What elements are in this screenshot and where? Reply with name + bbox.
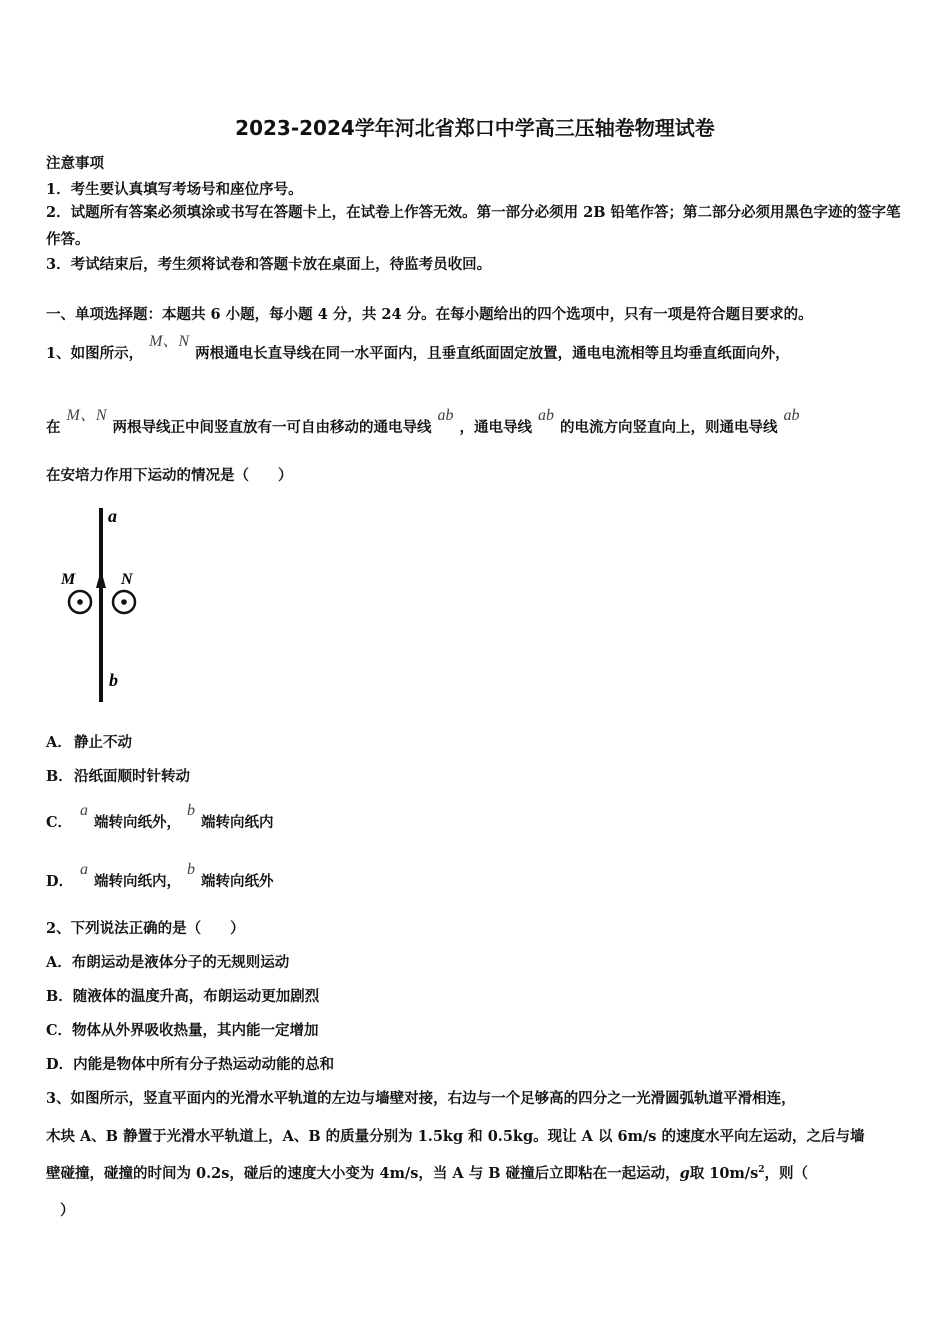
q3-text: 取 10m/s <box>689 1165 759 1182</box>
q1-option-c <box>46 802 274 832</box>
q1-option-a <box>46 731 132 752</box>
q2-option-d: D．内能是物体中所有分子热运动动能的总和 <box>46 1056 335 1073</box>
option-text: 端转向纸内 <box>201 814 274 831</box>
label-b: b <box>109 670 118 690</box>
q2-option-c: C．物体从外界吸收热量，其内能一定增加 <box>46 1022 319 1039</box>
q2-option-b: B．随液体的温度升高，布朗运动更加剧烈 <box>46 988 320 1005</box>
option-text: 端转向纸外 <box>201 873 274 890</box>
q3-text: ，则（ <box>764 1165 809 1182</box>
math-mn: M、N <box>149 333 190 350</box>
option-label: D． <box>46 873 74 890</box>
option-text: 端转向纸内， <box>94 873 181 890</box>
option-label: A． <box>46 734 72 751</box>
notice-heading: 注意事项 <box>46 155 104 172</box>
q3-line-3 <box>46 1162 808 1183</box>
math-var: b <box>187 861 195 878</box>
notice-item-3: 3．考试结束后，考生须将试卷和答题卡放在桌面上，待监考员收回。 <box>46 256 492 273</box>
wire-n-dot <box>121 599 127 605</box>
q2-stem: 2、下列说法正确的是（ ） <box>46 920 245 937</box>
q1-text: 1、如图所示， <box>46 345 144 362</box>
q1-line-2 <box>46 407 806 437</box>
math-var: a <box>80 802 88 819</box>
q1-option-b <box>46 765 190 786</box>
math-mn: M、N <box>66 407 107 424</box>
q3-superscript: 2 <box>758 1165 765 1176</box>
q1-figure <box>55 500 165 710</box>
option-label: B． <box>46 768 73 785</box>
label-m: M <box>61 571 76 588</box>
q1-line-1 <box>46 333 790 363</box>
q3-symbol-g: g <box>679 1165 690 1182</box>
q2-option-a: A．布朗运动是液体分子的无规则运动 <box>46 954 290 971</box>
q3-line-1: 3、如图所示，竖直平面内的光滑水平轨道的左边与墙壁对接，右边与一个足够高的四分之一光滑圆弧轨道平滑相连， <box>46 1090 796 1107</box>
math-ab: ab <box>437 407 454 424</box>
q1-text: 两根导线正中间竖直放有一可自由移动的通电导线 <box>112 419 432 436</box>
current-arrow-icon <box>96 570 106 588</box>
notice-item-1: 1．考生要认真填写考场号和座位序号。 <box>46 181 303 198</box>
math-var: a <box>80 861 88 878</box>
math-ab: ab <box>783 407 800 424</box>
section-heading: 一、单项选择题：本题共 6 小题，每小题 4 分，共 24 分。在每小题给出的四个选项中，只有一项是符合题目要求的。 <box>46 306 813 323</box>
option-text: 沿纸面顺时针转动 <box>74 768 190 785</box>
option-label: C． <box>46 814 73 831</box>
option-text: 静止不动 <box>74 734 132 751</box>
page-title: 2023-2024学年河北省郑口中学高三压轴卷物理试卷 <box>235 116 715 140</box>
label-a: a <box>108 506 117 526</box>
q1-option-d <box>46 861 274 891</box>
label-n: N <box>121 571 133 588</box>
q3-text: 壁碰撞，碰撞的时间为 0.2s，碰后的速度大小变为 4m/s，当 A 与 B 碰撞后立即粘在一起运动， <box>46 1165 680 1182</box>
notice-item-2: 2．试题所有答案必须填涂或书写在答题卡上，在试卷上作答无效。第一部分必须用 2B 铅笔作答；第二部分必须用黑色字迹的签字笔作答。 <box>46 204 901 248</box>
q1-text: 的电流方向竖直向上，则通电导线 <box>560 419 778 436</box>
wire-m-dot <box>77 599 83 605</box>
math-ab: ab <box>538 407 555 424</box>
q3-line-4: ） <box>60 1202 75 1219</box>
option-text: 端转向纸外， <box>94 814 181 831</box>
q1-text: ，通电导线 <box>459 419 533 436</box>
q1-line-3: 在安培力作用下运动的情况是（ ） <box>46 467 293 484</box>
q1-text: 两根通电长直导线在同一水平面内，且垂直纸面固定放置，通电电流相等且均垂直纸面向外， <box>195 345 790 362</box>
q3-line-2: 木块 A、B 静置于光滑水平轨道上，A、B 的质量分别为 1.5kg 和 0.5kg。现让 A 以 6m/s 的速度水平向左运动，之后与墙 <box>46 1128 865 1145</box>
math-var: b <box>187 802 195 819</box>
q1-text: 在 <box>46 419 61 436</box>
